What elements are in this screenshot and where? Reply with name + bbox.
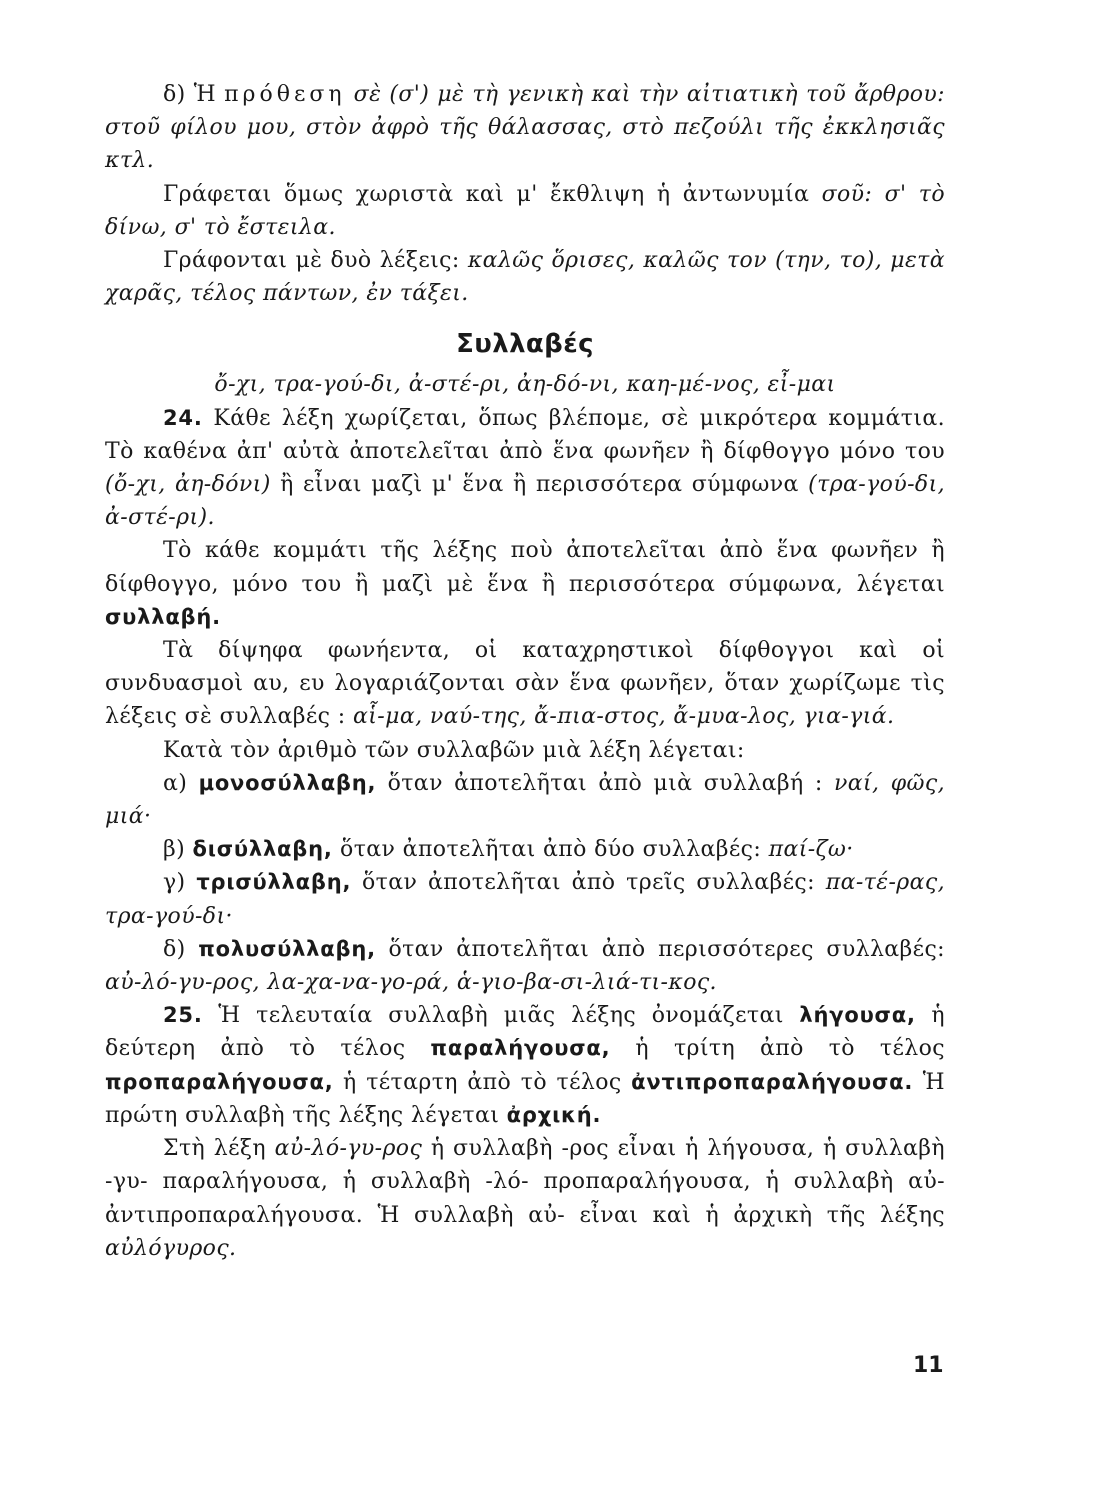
category-item bbox=[105, 933, 945, 999]
paragraph-text: ὅταν ἀποτελῆται ἀπὸ τρεῖς συλλαβές: bbox=[362, 870, 815, 896]
paragraph-text: Γράφεται ὅμως χωριστὰ καὶ μ' ἔκθλιψη ἡ ἀντωνυμία bbox=[163, 181, 810, 207]
paragraph-text: ἢ εἶναι μαζὶ μ' ἕνα ἢ περισσότερα σύμφωνα bbox=[280, 472, 799, 498]
bold-term: ἀντιπροπαραλήγουσα. bbox=[631, 1069, 914, 1094]
examples-text: πα-τέ-ρας, τρα-γού-δι· bbox=[105, 870, 945, 929]
examples-text: στοῦ φίλου μου, στὸν ἀφρὸ τῆς θάλασσας, στὸ πεζούλι τῆς ἐκκλησιᾶς κτλ. bbox=[105, 115, 945, 174]
paragraph-text: Γράφονται μὲ δυὸ λέξεις: bbox=[163, 248, 460, 274]
section-number: 25. bbox=[163, 1003, 203, 1028]
item-label: δ) Ἡ bbox=[163, 82, 216, 107]
examples-text: αἷ-μα, ναύ-της, ἄ-πια-στος, ἄ-μυα-λος, για-γιά. bbox=[353, 704, 895, 730]
paragraph-final bbox=[105, 1132, 945, 1265]
paragraph-kommati bbox=[105, 534, 945, 634]
bold-term: δισύλλαβη, bbox=[192, 837, 333, 862]
examples-text: (τρα-γού-δι, ἀ-στέ-ρι). bbox=[105, 472, 945, 531]
paragraph-text: Στὴ λέξη bbox=[163, 1136, 266, 1162]
pronoun-text: σοῦ: bbox=[821, 181, 873, 207]
category-item bbox=[105, 866, 945, 932]
page-number: 11 bbox=[913, 1353, 944, 1378]
page-body bbox=[105, 78, 945, 1265]
paragraph-text: ἡ συλλαβὴ -ρος εἶναι ἡ λήγουσα, ἡ συλλαβὴ -γυ- παραλήγουσα, ἡ συλλαβὴ -λό- προπαραλήγουσα, ἡ συλλαβὴ αὐ- ἀντιπροπαραλήγουσα. Ἡ συλλαβὴ αὐ- εἶναι καὶ ἡ ἀρχικὴ τῆς λέξης bbox=[105, 1136, 945, 1228]
paragraph-graphontai bbox=[105, 244, 945, 310]
section-25 bbox=[105, 999, 945, 1132]
bold-term: τρισύλλαβη, bbox=[196, 870, 352, 895]
paragraph-text: ἡ τέταρτη ἀπὸ τὸ τέλος bbox=[343, 1069, 622, 1095]
bold-term: ἀρχική. bbox=[506, 1102, 602, 1127]
paragraph-text: ὅταν ἀποτελῆται ἀπὸ περισσότερες συλλαβές: bbox=[388, 936, 945, 962]
paragraph-delta bbox=[105, 78, 945, 178]
item-label: α) bbox=[163, 770, 188, 796]
bold-term: πολυσύλλαβη, bbox=[198, 936, 376, 961]
paragraph-text: ὅταν ἀποτελῆται ἀπὸ μιὰ συλλαβή : bbox=[387, 770, 823, 796]
paragraph-text: ὅταν ἀποτελῆται ἀπὸ δύο συλλαβές: bbox=[340, 837, 762, 863]
examples-text: καλῶς ὅρισες, καλῶς τον (την, το), μετὰ χαρᾶς, τέλος πάντων, ἐν τάξει. bbox=[105, 248, 945, 307]
paragraph-dipsifa bbox=[105, 634, 945, 734]
syllable-examples-line bbox=[105, 368, 945, 401]
item-label: β) bbox=[163, 837, 186, 863]
examples-text: σ' τὸ δίνω, σ' τὸ ἔστειλα. bbox=[105, 181, 945, 240]
section-heading: Συλλαβές bbox=[456, 329, 594, 360]
paragraph-text: Τὸ κάθε κομμάτι τῆς λέξης ποὺ ἀποτελεῖται ἀπὸ ἕνα φωνῆεν ἢ δίφθογγο, μόνο του ἢ μαζὶ μὲ ἕνα ἢ περισσότερα σύμφωνα, λέγεται bbox=[105, 538, 945, 597]
paragraph-text: ἡ τρίτη ἀπὸ τὸ τέλος bbox=[635, 1036, 945, 1062]
paragraph-arithmo: Κατὰ τὸν ἀριθμὸ τῶν συλλαβῶν μιὰ λέξη λέγεται: bbox=[163, 737, 745, 763]
paragraph-text: Ἡ τελευταία συλλαβὴ μιᾶς λέξης ὀνομάζεται bbox=[218, 1003, 784, 1029]
item-label: γ) bbox=[163, 870, 186, 896]
examples-text: ναί, φῶς, μιά· bbox=[105, 770, 945, 830]
paragraph-text: Κάθε λέξη χωρίζεται, ὅπως βλέπομε, σὲ μικρότερα κομμάτια. Τὸ καθένα ἀπ' αὐτὰ ἀποτελεῖται ἀπὸ ἕνα φωνῆεν ἢ δίφθογγο μόνο του bbox=[105, 405, 945, 464]
item-label: δ) bbox=[163, 936, 186, 962]
paragraph-text: Ἡ πρώτη συλλαβὴ τῆς λέξης λέγεται bbox=[105, 1069, 945, 1128]
bold-term: λήγουσα, bbox=[799, 1003, 916, 1028]
bold-term: μονοσύλλαβη, bbox=[198, 770, 377, 795]
examples-text: (ὄ-χι, ἀη-δόνι) bbox=[105, 472, 271, 498]
paragraph-text: Τὰ δίψηφα φωνήεντα, οἱ καταχρηστικοὶ δίφθογγοι καὶ οἱ συνδυασμοὶ αυ, ευ λογαριάζονται σὰν ἕνα φωνῆεν, ὅταν χωρίζωμε τὶς λέξεις σὲ συλλαβές : bbox=[105, 638, 945, 730]
paragraph-text: σὲ (σ') μὲ τὴ γενικὴ καὶ τὴν αἰτιατικὴ τοῦ ἄρθρου: bbox=[353, 82, 945, 107]
examples-text: αὐ-λό-γυ-ρος bbox=[274, 1136, 423, 1162]
spaced-term: πρόθεση bbox=[224, 82, 346, 107]
category-item bbox=[105, 833, 945, 866]
bold-term: παραλήγουσα, bbox=[430, 1036, 611, 1061]
section-24 bbox=[105, 402, 945, 535]
paragraph-text: ἡ δεύτερη ἀπὸ τὸ τέλος bbox=[105, 1003, 945, 1062]
examples-text: αὐ-λό-γυ-ρος, λα-χα-να-γο-ρά, ἁ-γιο-βα-σι-λιά-τι-κος. bbox=[105, 970, 717, 996]
examples-text: ὄ-χι, τρα-γού-δι, ἀ-στέ-ρι, ἀη-δό-νι, καη-μέ-νος, εἶ-μαι bbox=[214, 372, 836, 398]
section-number: 24. bbox=[163, 405, 203, 430]
bold-term: προπαραλήγουσα, bbox=[105, 1069, 334, 1094]
examples-text: αὐλόγυρος. bbox=[105, 1235, 237, 1261]
paragraph-graphetai bbox=[105, 178, 945, 244]
examples-text: παί-ζω· bbox=[768, 837, 854, 863]
category-item bbox=[105, 767, 945, 833]
bold-term: συλλαβή. bbox=[105, 604, 221, 629]
